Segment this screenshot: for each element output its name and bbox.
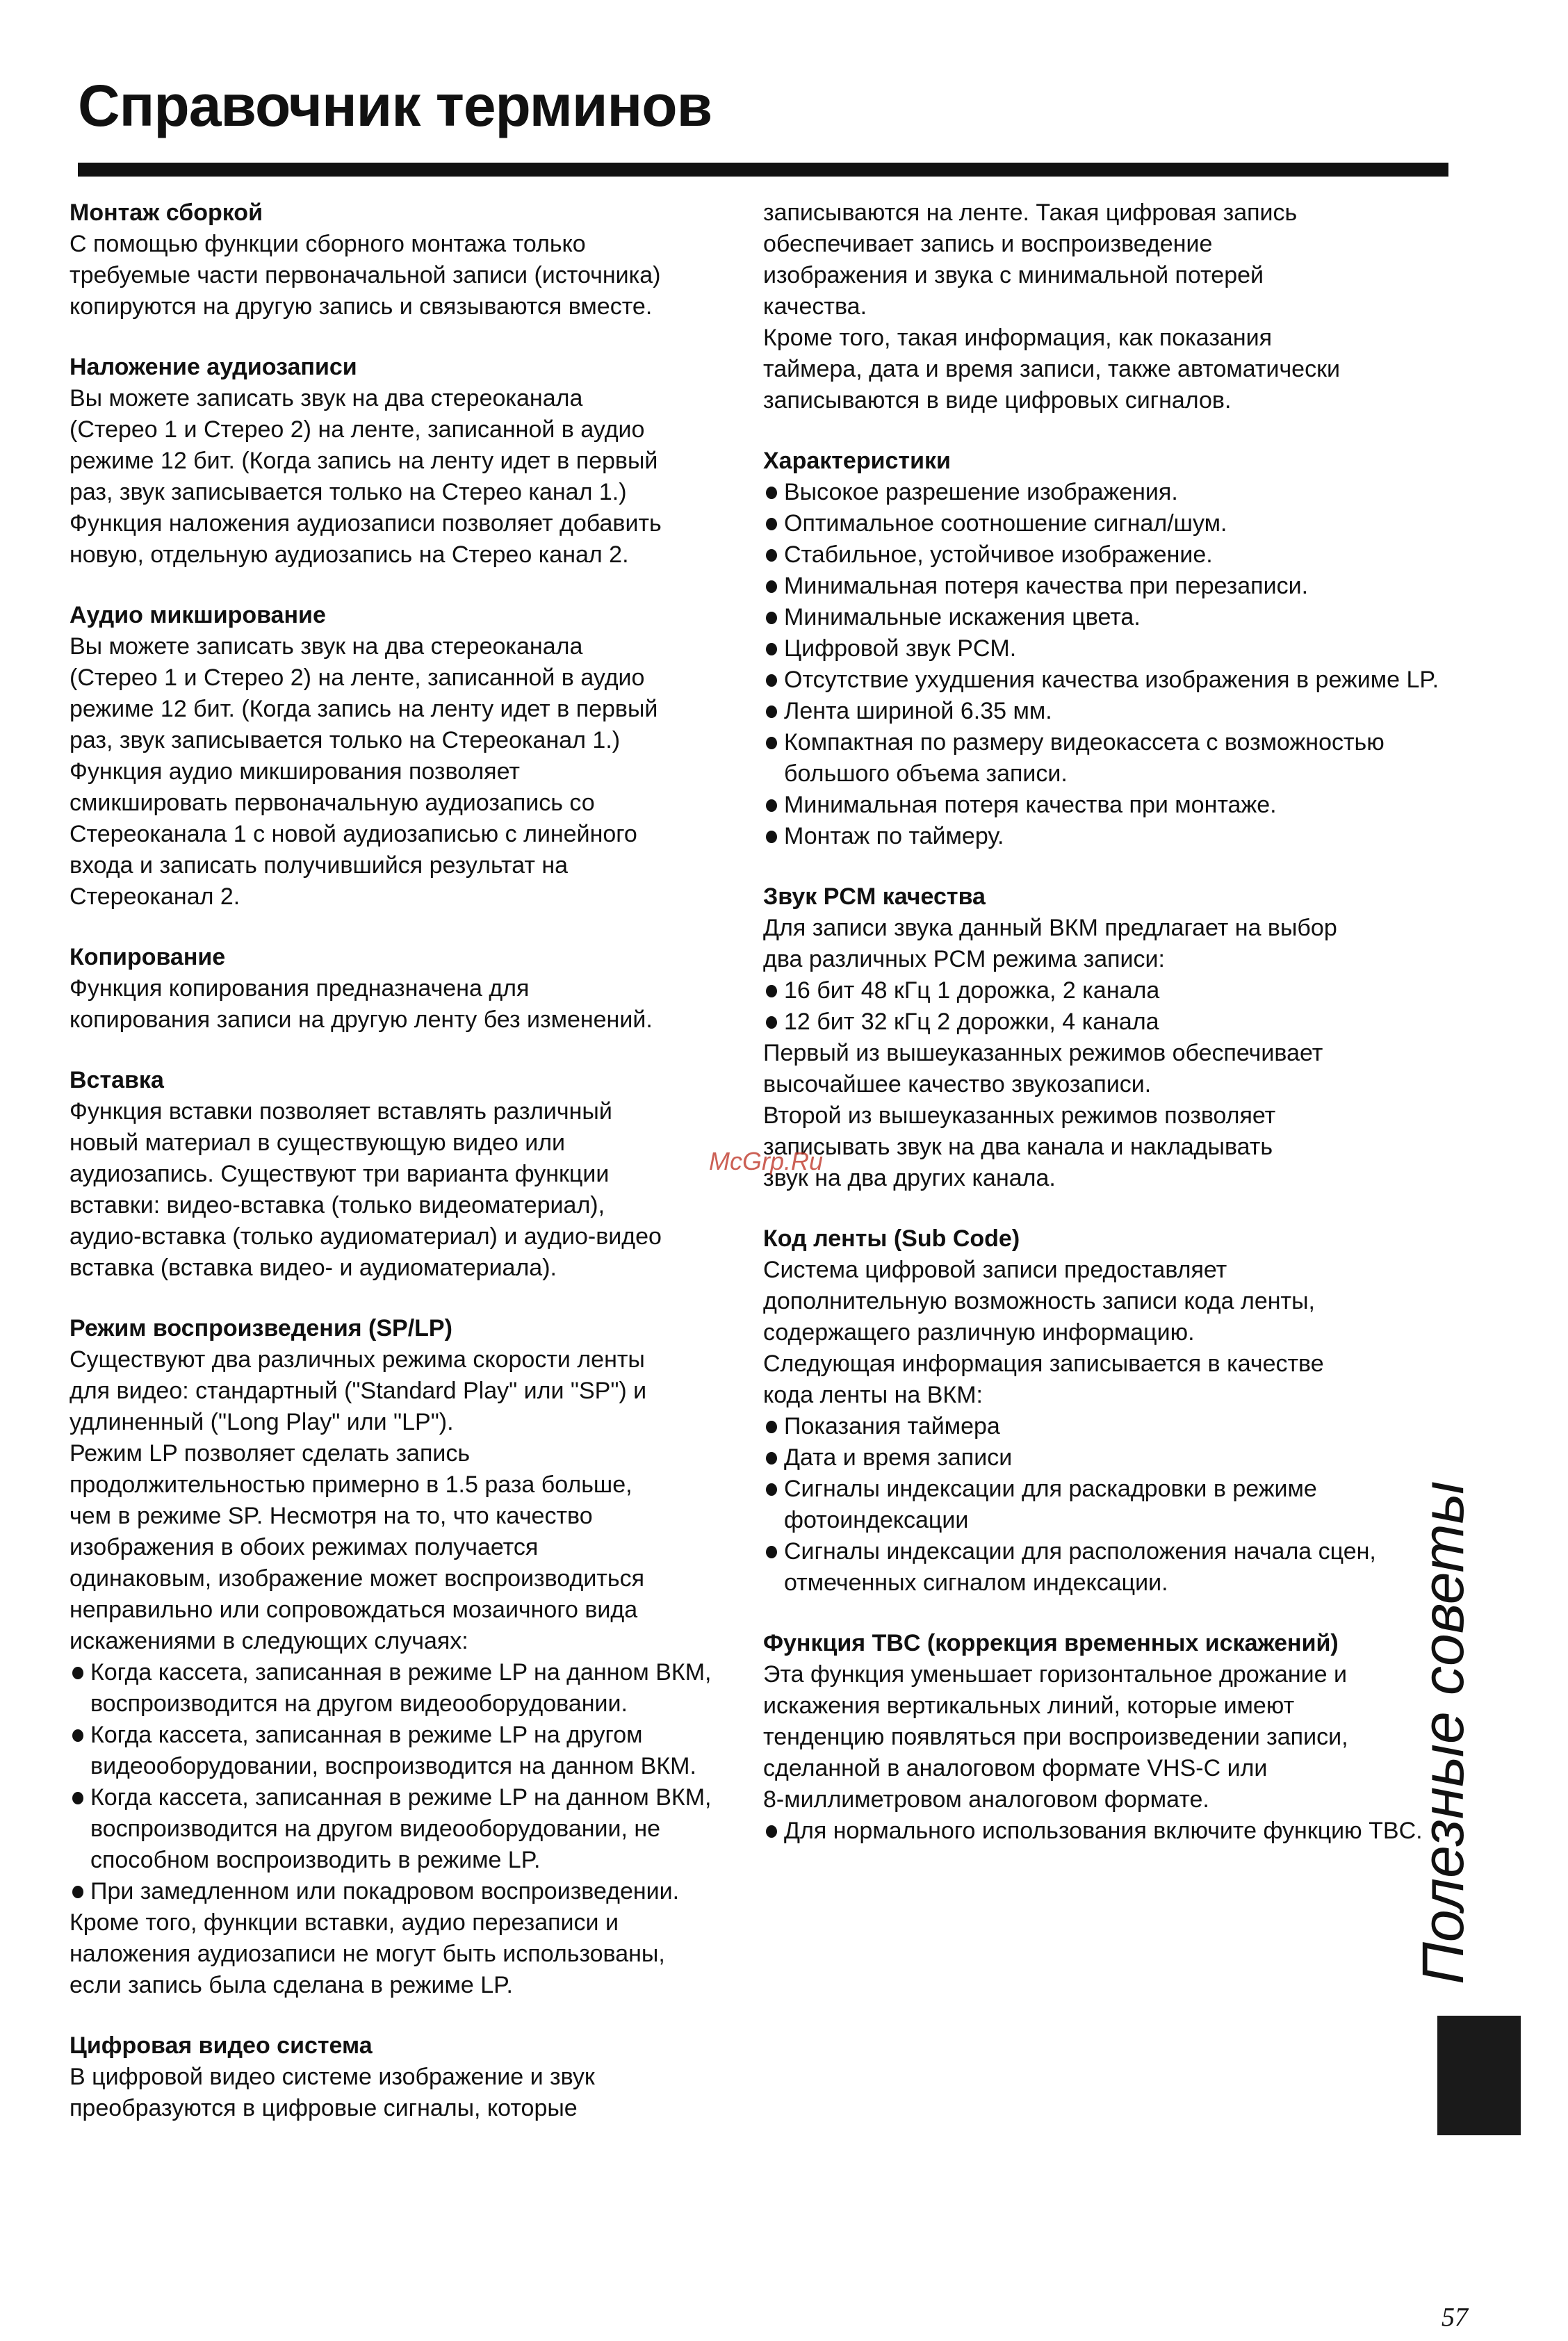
list-item: Цифровой звук PCM. (763, 633, 1451, 664)
line: новую, отдельную аудиозапись на Стерео канал 2. (70, 541, 629, 568)
line: режиме 12 бит. (Когда запись на ленту идет в первый (70, 696, 658, 722)
line: Эта функция уменьшает горизонтальное дрожание и (763, 1661, 1348, 1688)
line: аудиозапись. Существуют три варианта функции (70, 1161, 610, 1187)
section-features (763, 446, 1451, 852)
line: кода ленты на ВКМ: (763, 1382, 983, 1408)
line: Функция вставки позволяет вставлять различный (70, 1098, 612, 1125)
line: режиме 12 бит. (Когда запись на ленту идет в первый (70, 448, 658, 474)
line: Вы можете записать звук на два стереоканала (70, 633, 583, 660)
line: удлиненный ("Long Play" или "LP"). (70, 1409, 454, 1435)
section-subcode (763, 1223, 1451, 1599)
section-audio-dub (70, 352, 751, 571)
bullet-list (70, 1657, 751, 1907)
section-heading: Режим воспроизведения (SP/LP) (70, 1315, 452, 1341)
left-column (70, 197, 751, 2153)
line: раз, звук записывается только на Стереоканал 1.) (70, 727, 621, 753)
list-item: Минимальная потеря качества при перезаписи. (763, 571, 1451, 602)
page-number: 57 (1442, 2303, 1468, 2332)
section-pcm (763, 881, 1451, 1194)
line: входа и записать получившийся результат на (70, 852, 569, 879)
list-item: Когда кассета, записанная в режиме LP на данном ВКМ, воспроизводится на другом видеооборудовании, не способном воспроизводить в режиме LP. (70, 1782, 751, 1876)
line: Режим LP позволяет сделать запись (70, 1440, 471, 1467)
page-title: Справочник терминов (78, 73, 712, 138)
line: Функция аудио микширования позволяет (70, 758, 520, 785)
line: для видео: стандартный ("Standard Play" или "SP") и (70, 1378, 647, 1404)
section-digital-continued (763, 197, 1451, 416)
side-section-label-text: Полезные советы (1410, 1481, 1476, 1984)
line: записывать звук на два канала и накладывать (763, 1134, 1273, 1160)
section-audio-mix (70, 600, 751, 913)
line: сделанной в аналоговом формате VHS-C или (763, 1755, 1268, 1781)
line: новый материал в существующую видео или (70, 1129, 566, 1156)
line: изображения в обоих режимах получается (70, 1534, 539, 1560)
section-heading: Вставка (70, 1067, 164, 1093)
section-heading: Функция TBC (коррекция временных искажений) (763, 1630, 1339, 1656)
line: тенденцию появляться при воспроизведении записи, (763, 1724, 1348, 1750)
section-heading: Монтаж сборкой (70, 199, 263, 226)
line: В цифровой видео системе изображение и звук (70, 2064, 595, 2090)
section-insert (70, 1065, 751, 1284)
line: звук на два других канала. (763, 1165, 1056, 1191)
list-item: Когда кассета, записанная в режиме LP на данном ВКМ, воспроизводится на другом видеооборудовании. (70, 1657, 751, 1720)
list-item: Стабильное, устойчивое изображение. (763, 539, 1451, 571)
line: преобразуются в цифровые сигналы, которые (70, 2095, 578, 2121)
section-copy (70, 942, 751, 1036)
section-heading: Характеристики (763, 448, 951, 474)
side-section-label (1410, 1481, 1476, 1991)
line: неправильно или сопровождаться мозаичного вида (70, 1597, 638, 1623)
line: С помощью функции сборного монтажа только (70, 231, 586, 257)
line: обеспечивает запись и воспроизведение (763, 231, 1213, 257)
title-rule (78, 163, 1448, 177)
line: вставка (вставка видео- и аудиоматериала). (70, 1255, 557, 1281)
line: записываются на ленте. Такая цифровая запись (763, 199, 1298, 226)
line: 8-миллиметровом аналоговом формате. (763, 1786, 1209, 1813)
list-item: Для нормального использования включите функцию TBC. (763, 1816, 1451, 1847)
line: искажения вертикальных линий, которые имеют (763, 1692, 1295, 1719)
line: продолжительностью примерно в 1.5 раза больше, (70, 1471, 632, 1498)
list-item: Когда кассета, записанная в режиме LP на другом видеооборудовании, воспроизводится на данном ВКМ. (70, 1720, 751, 1782)
right-column (763, 197, 1451, 1876)
section-play-mode (70, 1313, 751, 2001)
section-heading: Цифровая видео система (70, 2032, 373, 2059)
line: высочайшее качество звукозаписи. (763, 1071, 1152, 1098)
section-montage (70, 197, 751, 323)
line: наложения аудиозаписи не могут быть использованы, (70, 1941, 665, 1967)
line: (Стерео 1 и Стерео 2) на ленте, записанной в аудио (70, 664, 645, 691)
section-digital (70, 2030, 751, 2124)
line: Существуют два различных режима скорости ленты (70, 1346, 645, 1373)
line: смикшировать первоначальную аудиозапись со (70, 790, 595, 816)
list-item: Сигналы индексации для расположения начала сцен, отмеченных сигналом индексации. (763, 1536, 1451, 1599)
watermark: McGrp.Ru (709, 1147, 824, 1175)
section-heading: Звук PCM качества (763, 883, 986, 910)
line: Первый из вышеуказанных режимов обеспечивает (763, 1040, 1323, 1066)
list-item: 12 бит 32 кГц 2 дорожки, 4 канала (763, 1006, 1451, 1038)
line: вставки: видео-вставка (только видеоматериал), (70, 1192, 605, 1218)
line: Функция копирования предназначена для (70, 975, 530, 1002)
line: Вы можете записать звук на два стереоканала (70, 385, 583, 411)
line: записываются в виде цифровых сигналов. (763, 387, 1232, 414)
section-heading: Наложение аудиозаписи (70, 354, 357, 380)
bullet-list (763, 1411, 1451, 1599)
bullet-list (763, 477, 1451, 852)
line: искажениями в следующих случаях: (70, 1628, 468, 1654)
line: Следующая информация записывается в качестве (763, 1351, 1324, 1377)
line: раз, звук записывается только на Стерео канал 1.) (70, 479, 627, 505)
line: таймера, дата и время записи, также автоматически (763, 356, 1340, 382)
line: Второй из вышеуказанных режимов позволяет (763, 1102, 1276, 1129)
section-tbc (763, 1628, 1451, 1847)
list-item: Компактная по размеру видеокассета с возможностью большого объема записи. (763, 727, 1451, 790)
line: требуемые части первоначальной записи (источника) (70, 262, 661, 288)
line: чем в режиме SP. Несмотря на то, что качество (70, 1503, 593, 1529)
line: Для записи звука данный ВКМ предлагает на выбор (763, 915, 1337, 941)
bullet-list (763, 975, 1451, 1038)
section-tab-marker (1437, 2016, 1521, 2135)
list-item: Монтаж по таймеру. (763, 821, 1451, 852)
line: Система цифровой записи предоставляет (763, 1257, 1227, 1283)
list-item: При замедленном или покадровом воспроизведении. (70, 1876, 751, 1907)
line: Кроме того, функции вставки, аудио перезаписи и (70, 1909, 619, 1936)
line: если запись была сделана в режиме LP. (70, 1972, 513, 1998)
list-item: Показания таймера (763, 1411, 1451, 1442)
line: копируются на другую запись и связываются вместе. (70, 293, 653, 320)
section-heading: Копирование (70, 944, 226, 970)
line: одинаковым, изображение может воспроизводиться (70, 1565, 645, 1592)
line: аудио-вставка (только аудиоматериал) и аудио-видео (70, 1223, 662, 1250)
line: качества. (763, 293, 867, 320)
list-item: Отсутствие ухудшения качества изображения в режиме LP. (763, 664, 1451, 696)
line: Функция наложения аудиозаписи позволяет добавить (70, 510, 662, 537)
line: содержащего различную информацию. (763, 1319, 1195, 1346)
bullet-list (763, 1816, 1451, 1847)
section-heading: Код ленты (Sub Code) (763, 1225, 1020, 1252)
line: копирования записи на другую ленту без изменений. (70, 1006, 653, 1033)
list-item: Дата и время записи (763, 1442, 1451, 1474)
list-item: Минимальная потеря качества при монтаже. (763, 790, 1451, 821)
list-item: 16 бит 48 кГц 1 дорожка, 2 канала (763, 975, 1451, 1006)
line: Стереоканала 1 с новой аудиозаписью с линейного (70, 821, 637, 847)
line: Стереоканал 2. (70, 883, 240, 910)
section-heading: Аудио микширование (70, 602, 326, 628)
line: Кроме того, такая информация, как показания (763, 325, 1273, 351)
line: дополнительную возможность записи кода ленты, (763, 1288, 1315, 1314)
list-item: Высокое разрешение изображения. (763, 477, 1451, 508)
line: два различных PCM режима записи: (763, 946, 1165, 972)
line: (Стерео 1 и Стерео 2) на ленте, записанной в аудио (70, 416, 645, 443)
list-item: Минимальные искажения цвета. (763, 602, 1451, 633)
line: изображения и звука с минимальной потерей (763, 262, 1264, 288)
list-item: Сигналы индексации для раскадровки в режиме фотоиндексации (763, 1474, 1451, 1536)
list-item: Лента шириной 6.35 мм. (763, 696, 1451, 727)
list-item: Оптимальное соотношение сигнал/шум. (763, 508, 1451, 539)
